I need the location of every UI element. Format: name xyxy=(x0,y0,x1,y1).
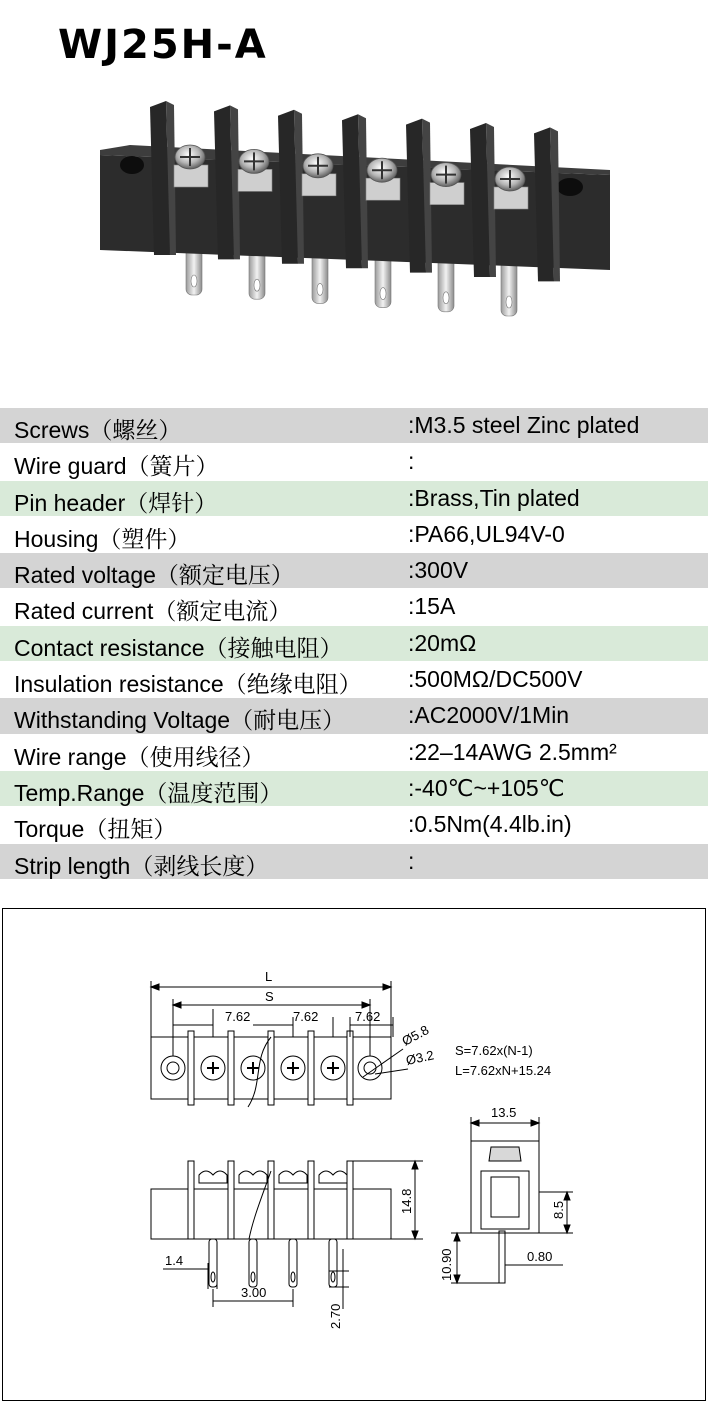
spec-label: Wire range（使用线径） xyxy=(14,743,265,770)
front-barrier xyxy=(188,1161,194,1239)
front-pin-hole xyxy=(331,1272,335,1282)
spec-value: :22–14AWG 2.5mm² xyxy=(408,738,617,765)
pin-pitch-label: 3.00 xyxy=(241,1285,267,1300)
spec-value: : xyxy=(408,448,415,475)
spec-value: :AC2000V/1Min xyxy=(408,702,570,729)
formula-S: S=7.62x(N-1) xyxy=(455,1043,533,1058)
pin-hole xyxy=(317,283,323,295)
spec-row xyxy=(0,735,708,771)
pin-tail-label: 2.70 xyxy=(328,1303,343,1329)
dim-S-label: S xyxy=(265,989,274,1004)
pin-width-label: 1.4 xyxy=(165,1253,184,1268)
barrier-outline xyxy=(228,1031,234,1105)
front-clamp xyxy=(239,1171,267,1183)
spec-row xyxy=(0,844,708,880)
front-barrier xyxy=(308,1161,314,1239)
pin-length-label: 10.90 xyxy=(439,1248,454,1281)
spec-row xyxy=(0,662,708,698)
spec-value: :-40℃~+105℃ xyxy=(408,774,565,801)
spec-value: :Brass,Tin plated xyxy=(408,484,580,511)
pin-hole xyxy=(254,279,260,291)
front-pin-hole xyxy=(211,1272,215,1282)
spec-row xyxy=(0,444,708,480)
spec-label: Housing（塑件） xyxy=(14,525,191,552)
spec-label: Contact resistance（接触电阻） xyxy=(14,634,343,661)
front-barrier xyxy=(268,1161,274,1239)
pin-hole xyxy=(191,275,197,287)
barrier-outline xyxy=(268,1031,274,1105)
spec-row xyxy=(0,481,708,517)
spec-row xyxy=(0,408,708,444)
front-clamp xyxy=(279,1171,307,1183)
height-top-label: 8.5 xyxy=(551,1200,566,1219)
spec-label: Withstanding Voltage（耐电压） xyxy=(14,707,346,734)
front-barrier xyxy=(347,1161,353,1239)
front-clamp xyxy=(199,1171,227,1183)
spec-row xyxy=(0,771,708,807)
pin-thickness-label: 0.80 xyxy=(527,1249,553,1264)
pitch-label-1: 7.62 xyxy=(225,1009,251,1024)
spec-row xyxy=(0,553,708,589)
product-title: WJ25H-A xyxy=(58,22,268,68)
spec-label: Rated voltage（额定电压） xyxy=(14,562,294,589)
front-barrier xyxy=(228,1161,234,1239)
formula-L: L=7.62xN+15.24 xyxy=(455,1063,552,1078)
spec-label: Rated current（额定电流） xyxy=(14,598,292,625)
pitch-label-3: 7.62 xyxy=(355,1009,381,1024)
spec-label: Pin header（焊针） xyxy=(14,489,218,516)
width-label: 13.5 xyxy=(491,1105,517,1120)
pin-hole xyxy=(443,292,449,304)
dimension-drawing-svg xyxy=(3,909,705,1400)
front-pin-hole xyxy=(291,1272,295,1282)
front-pin-hole xyxy=(251,1272,255,1282)
spec-value: :15A xyxy=(408,593,456,620)
barrier-outline xyxy=(347,1031,353,1105)
hole-outer-label: Ø5.8 xyxy=(399,1022,432,1049)
spec-value: :500MΩ/DC500V xyxy=(408,666,583,693)
barrier-outline xyxy=(188,1031,194,1105)
spec-label: Insulation resistance（绝缘电阻） xyxy=(14,671,362,698)
hole-inner-label: Ø3.2 xyxy=(404,1047,436,1068)
spec-label: Torque（扭矩） xyxy=(14,816,177,843)
spec-label: Wire guard（簧片） xyxy=(14,453,219,480)
spec-row xyxy=(0,589,708,625)
height-total-label: 14.8 xyxy=(399,1188,414,1214)
spec-row xyxy=(0,698,708,734)
spec-value: : xyxy=(408,847,415,874)
pin-hole xyxy=(506,296,512,308)
spec-row xyxy=(0,517,708,553)
pitch-label-2: 7.62 xyxy=(293,1009,319,1024)
spec-value: :PA66,UL94V-0 xyxy=(408,520,565,547)
pin-hole xyxy=(380,288,386,300)
product-photo xyxy=(90,95,620,335)
spec-value: :20mΩ xyxy=(408,629,477,656)
spec-value: :0.5Nm(4.4lb.in) xyxy=(408,811,572,838)
spec-table xyxy=(0,408,708,880)
dimension-drawing xyxy=(2,908,706,1401)
spec-label: Screws（螺丝） xyxy=(14,417,182,443)
spec-row xyxy=(0,807,708,843)
dim-L-label: L xyxy=(265,969,273,984)
spec-value: :M3.5 steel Zinc plated xyxy=(408,412,640,438)
spec-label: Temp.Range（温度范围） xyxy=(14,779,283,806)
spec-value: :300V xyxy=(408,557,469,584)
barrier-outline xyxy=(308,1031,314,1105)
front-clamp xyxy=(319,1171,347,1183)
spec-label: Strip length（剥线长度） xyxy=(14,852,269,879)
spec-row xyxy=(0,626,708,662)
